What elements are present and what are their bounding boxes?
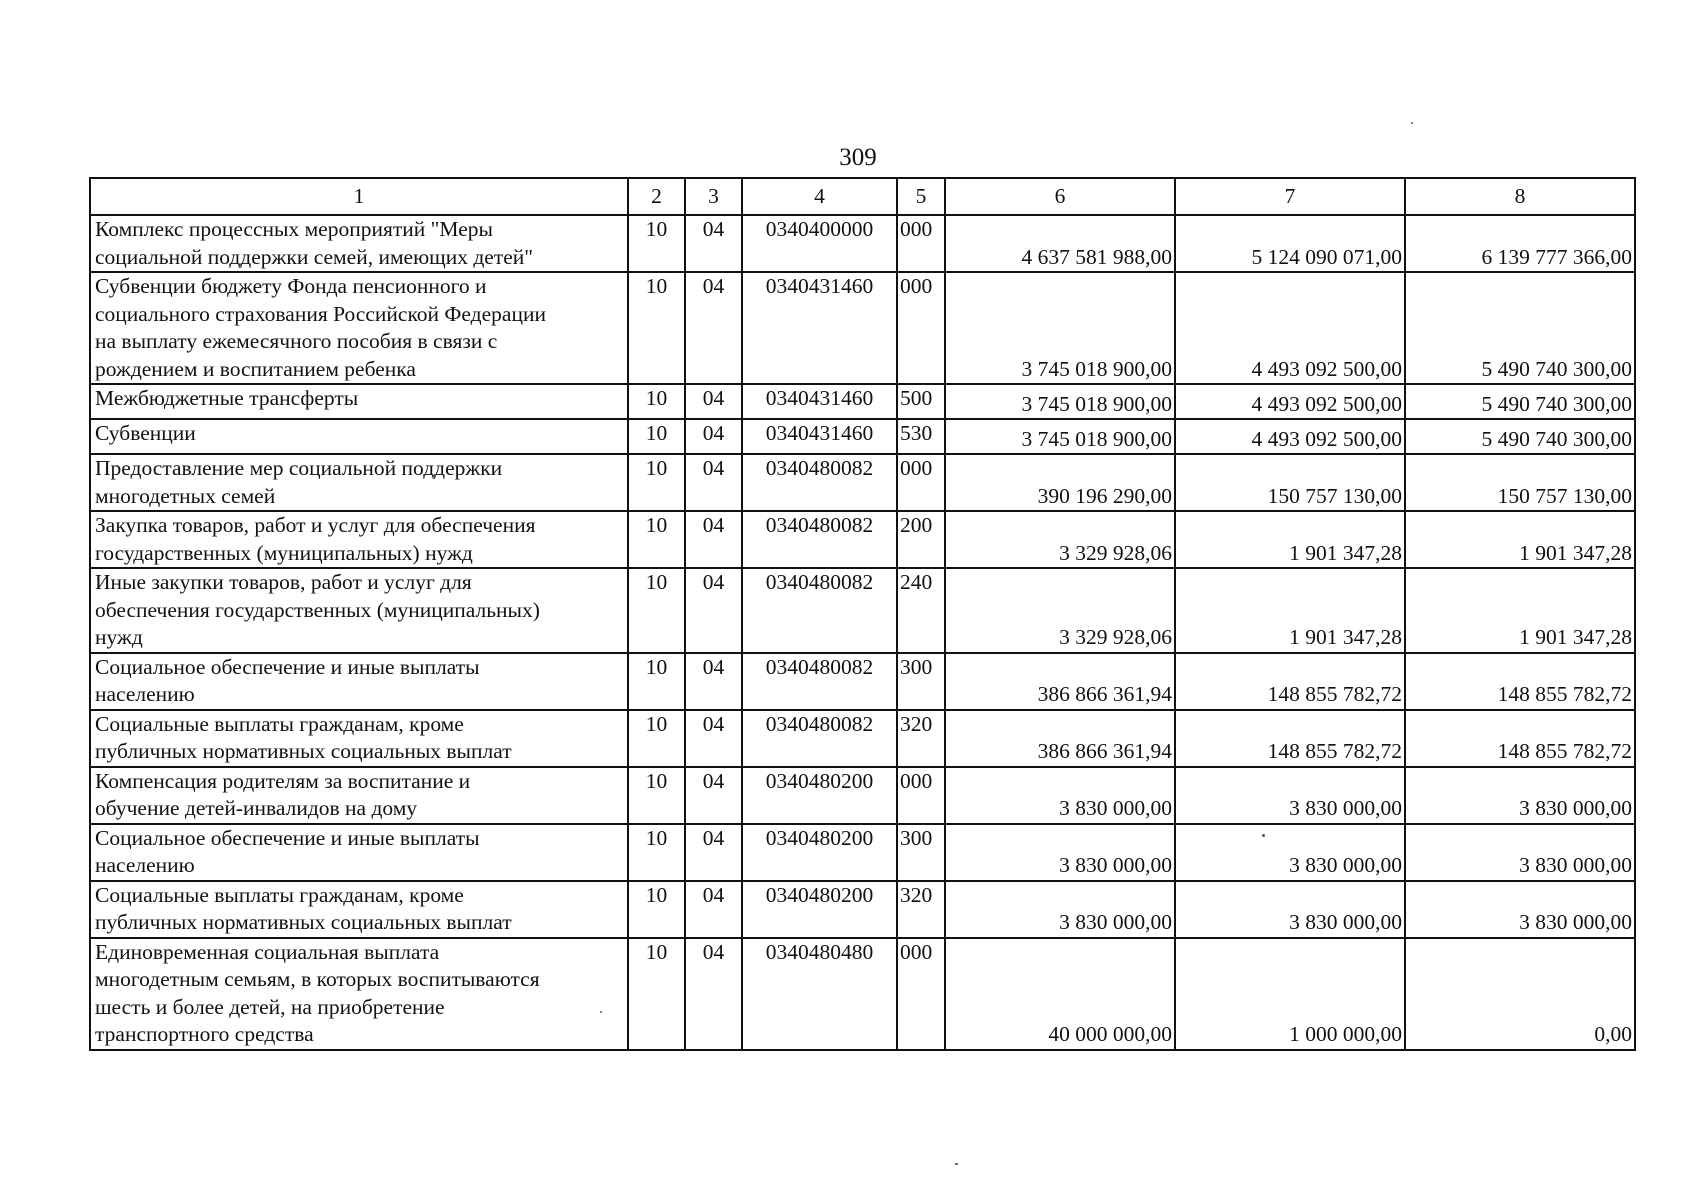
target-code-cell: 0340480082	[742, 454, 897, 511]
table-row	[90, 419, 1635, 454]
expense-type-cell: 000	[897, 454, 945, 511]
expense-name-cell: Субвенции бюджету Фонда пенсионного и социального страхования Российской Федерации на выплату ежемесячного пособия в связи с рождением и воспитанием ребенка	[90, 272, 628, 384]
section-code-cell: 10	[628, 767, 685, 824]
expense-name-cell: Социальные выплаты гражданам, кроме публичных нормативных социальных выплат	[90, 710, 628, 767]
subsection-code-cell: 04	[685, 710, 742, 767]
column-header: 2	[628, 178, 685, 215]
budget-table	[89, 177, 1636, 1051]
amount-year2-cell: 4 493 092 500,00	[1175, 419, 1405, 454]
subsection-code-cell: 04	[685, 824, 742, 881]
amount-year3-cell: 3 830 000,00	[1405, 881, 1635, 938]
subsection-code-cell: 04	[685, 384, 742, 419]
amount-year1-cell: 3 329 928,06	[945, 568, 1175, 653]
subsection-code-cell: 04	[685, 568, 742, 653]
amount-year1-cell: 386 866 361,94	[945, 653, 1175, 710]
target-code-cell: 0340480200	[742, 767, 897, 824]
expense-name-cell: Субвенции	[90, 419, 628, 454]
target-code-cell: 0340431460	[742, 384, 897, 419]
amount-year3-cell: 6 139 777 366,00	[1405, 215, 1635, 272]
column-header: 5	[897, 178, 945, 215]
expense-name-cell: Компенсация родителям за воспитание и обучение детей-инвалидов на дому	[90, 767, 628, 824]
amount-year3-cell: 5 490 740 300,00	[1405, 384, 1635, 419]
column-header: 8	[1405, 178, 1635, 215]
expense-type-cell: 240	[897, 568, 945, 653]
table-row	[90, 881, 1635, 938]
amount-year3-cell: 0,00	[1405, 938, 1635, 1050]
subsection-code-cell: 04	[685, 215, 742, 272]
page-number: 309	[839, 144, 877, 171]
table-row	[90, 824, 1635, 881]
amount-year2-cell: 1 901 347,28	[1175, 511, 1405, 568]
amount-year2-cell: 150 757 130,00	[1175, 454, 1405, 511]
target-code-cell: 0340431460	[742, 419, 897, 454]
target-code-cell: 0340480082	[742, 568, 897, 653]
table-row	[90, 653, 1635, 710]
column-header: 4	[742, 178, 897, 215]
expense-type-cell: 500	[897, 384, 945, 419]
expense-name-cell: Иные закупки товаров, работ и услуг для обеспечения государственных (муниципальных) нужд	[90, 568, 628, 653]
amount-year1-cell: 390 196 290,00	[945, 454, 1175, 511]
expense-type-cell: 000	[897, 215, 945, 272]
amount-year1-cell: 3 830 000,00	[945, 824, 1175, 881]
scan-speck	[1411, 122, 1413, 124]
scan-speck	[1262, 834, 1265, 837]
amount-year2-cell: 3 830 000,00	[1175, 824, 1405, 881]
section-code-cell: 10	[628, 710, 685, 767]
expense-name-cell: Межбюджетные трансферты	[90, 384, 628, 419]
expense-type-cell: 530	[897, 419, 945, 454]
table-row	[90, 568, 1635, 653]
amount-year3-cell: 5 490 740 300,00	[1405, 272, 1635, 384]
expense-type-cell: 000	[897, 767, 945, 824]
expense-name-cell: Закупка товаров, работ и услуг для обеспечения государственных (муниципальных) нужд	[90, 511, 628, 568]
section-code-cell: 10	[628, 215, 685, 272]
amount-year3-cell: 5 490 740 300,00	[1405, 419, 1635, 454]
amount-year3-cell: 1 901 347,28	[1405, 511, 1635, 568]
amount-year2-cell: 148 855 782,72	[1175, 653, 1405, 710]
amount-year1-cell: 3 745 018 900,00	[945, 272, 1175, 384]
amount-year2-cell: 4 493 092 500,00	[1175, 272, 1405, 384]
column-header: 3	[685, 178, 742, 215]
table-row	[90, 511, 1635, 568]
amount-year3-cell: 3 830 000,00	[1405, 767, 1635, 824]
amount-year2-cell: 3 830 000,00	[1175, 767, 1405, 824]
amount-year2-cell: 148 855 782,72	[1175, 710, 1405, 767]
section-code-cell: 10	[628, 454, 685, 511]
scan-speck	[955, 1163, 958, 1165]
amount-year1-cell: 3 329 928,06	[945, 511, 1175, 568]
amount-year1-cell: 386 866 361,94	[945, 710, 1175, 767]
amount-year2-cell: 5 124 090 071,00	[1175, 215, 1405, 272]
amount-year3-cell: 1 901 347,28	[1405, 568, 1635, 653]
target-code-cell: 0340480082	[742, 653, 897, 710]
amount-year1-cell: 40 000 000,00	[945, 938, 1175, 1050]
amount-year2-cell: 1 901 347,28	[1175, 568, 1405, 653]
target-code-cell: 0340480480	[742, 938, 897, 1050]
target-code-cell: 0340480200	[742, 824, 897, 881]
section-code-cell: 10	[628, 938, 685, 1050]
target-code-cell: 0340480200	[742, 881, 897, 938]
table-row	[90, 710, 1635, 767]
expense-name-cell: Социальные выплаты гражданам, кроме публичных нормативных социальных выплат	[90, 881, 628, 938]
amount-year3-cell: 148 855 782,72	[1405, 710, 1635, 767]
column-header: 6	[945, 178, 1175, 215]
subsection-code-cell: 04	[685, 881, 742, 938]
expense-type-cell: 200	[897, 511, 945, 568]
subsection-code-cell: 04	[685, 272, 742, 384]
subsection-code-cell: 04	[685, 511, 742, 568]
amount-year1-cell: 3 830 000,00	[945, 767, 1175, 824]
subsection-code-cell: 04	[685, 767, 742, 824]
expense-name-cell: Предоставление мер социальной поддержки многодетных семей	[90, 454, 628, 511]
amount-year2-cell: 3 830 000,00	[1175, 881, 1405, 938]
amount-year2-cell: 4 493 092 500,00	[1175, 384, 1405, 419]
expense-type-cell: 000	[897, 938, 945, 1050]
target-code-cell: 0340480082	[742, 511, 897, 568]
section-code-cell: 10	[628, 419, 685, 454]
amount-year3-cell: 148 855 782,72	[1405, 653, 1635, 710]
section-code-cell: 10	[628, 272, 685, 384]
table-row	[90, 384, 1635, 419]
expense-type-cell: 320	[897, 881, 945, 938]
amount-year3-cell: 150 757 130,00	[1405, 454, 1635, 511]
expense-type-cell: 320	[897, 710, 945, 767]
expense-name-cell: Единовременная социальная выплата многодетным семьям, в которых воспитываются шесть и более детей, на приобретение транспортного средства	[90, 938, 628, 1050]
section-code-cell: 10	[628, 881, 685, 938]
header-row	[90, 178, 1635, 215]
table-row	[90, 215, 1635, 272]
expense-type-cell: 000	[897, 272, 945, 384]
table-row	[90, 938, 1635, 1050]
table-row	[90, 767, 1635, 824]
table-row	[90, 454, 1635, 511]
target-code-cell: 0340480082	[742, 710, 897, 767]
amount-year1-cell: 3 830 000,00	[945, 881, 1175, 938]
target-code-cell: 0340400000	[742, 215, 897, 272]
section-code-cell: 10	[628, 824, 685, 881]
expense-type-cell: 300	[897, 653, 945, 710]
scan-speck	[600, 1011, 602, 1013]
section-code-cell: 10	[628, 653, 685, 710]
expense-name-cell: Социальное обеспечение и иные выплаты населению	[90, 824, 628, 881]
expense-type-cell: 300	[897, 824, 945, 881]
amount-year1-cell: 3 745 018 900,00	[945, 384, 1175, 419]
subsection-code-cell: 04	[685, 653, 742, 710]
expense-name-cell: Социальное обеспечение и иные выплаты населению	[90, 653, 628, 710]
section-code-cell: 10	[628, 568, 685, 653]
amount-year2-cell: 1 000 000,00	[1175, 938, 1405, 1050]
column-header: 1	[90, 178, 628, 215]
target-code-cell: 0340431460	[742, 272, 897, 384]
section-code-cell: 10	[628, 384, 685, 419]
subsection-code-cell: 04	[685, 938, 742, 1050]
subsection-code-cell: 04	[685, 454, 742, 511]
section-code-cell: 10	[628, 511, 685, 568]
amount-year1-cell: 3 745 018 900,00	[945, 419, 1175, 454]
expense-name-cell: Комплекс процессных мероприятий "Меры социальной поддержки семей, имеющих детей"	[90, 215, 628, 272]
column-header: 7	[1175, 178, 1405, 215]
amount-year3-cell: 3 830 000,00	[1405, 824, 1635, 881]
table-row	[90, 272, 1635, 384]
amount-year1-cell: 4 637 581 988,00	[945, 215, 1175, 272]
subsection-code-cell: 04	[685, 419, 742, 454]
